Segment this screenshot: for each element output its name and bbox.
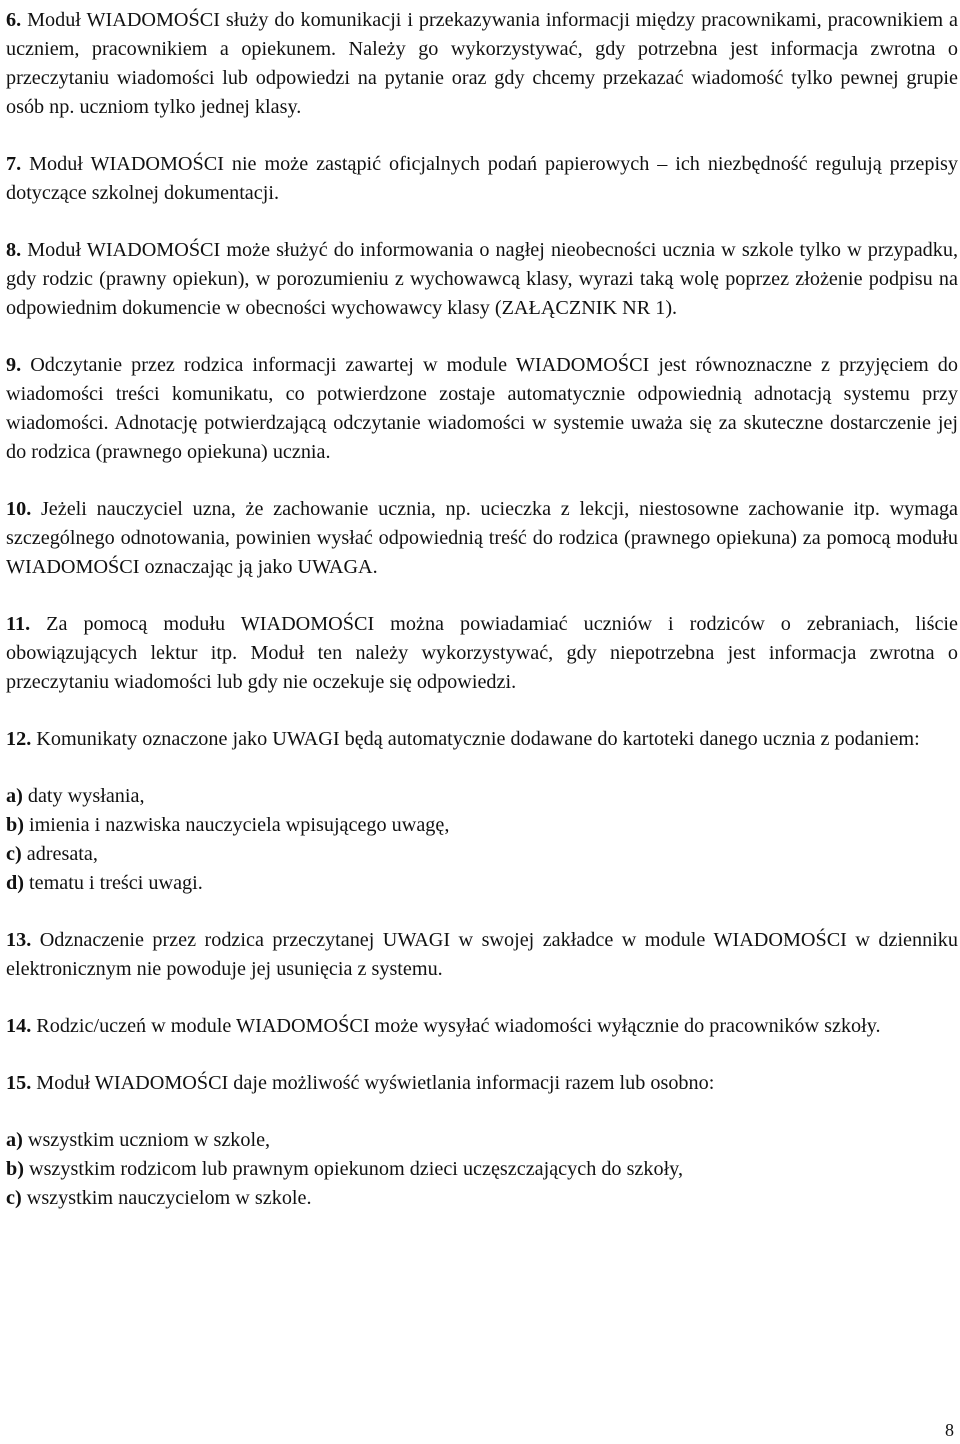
paragraph-text: Rodzic/uczeń w module WIADOMOŚCI może wysyłać wiadomości wyłącznie do pracowników szkoły. [31,1015,881,1037]
list-paragraph-12 [6,782,958,898]
paragraph-text: Moduł WIADOMOŚCI nie może zastąpić oficjalnych podań papierowych – ich niezbędność regulują przepisy dotyczące szkolnej dokumentacji. [6,153,958,204]
paragraph-number: 6. [6,9,22,31]
paragraph-text: Jeżeli nauczyciel uzna, że zachowanie ucznia, np. ucieczka z lekcji, niestosowne zachowanie itp. wymaga szczególnego odnotowania, powinien wysłać odpowiednią treść do rodzica (prawnego opiekuna) za pomocą modułu WIADOMOŚCI oznaczając ją jako UWAGA. [6,498,958,578]
paragraph-text: Moduł WIADOMOŚCI daje możliwość wyświetlania informacji razem lub osobno: [31,1072,715,1094]
list-item [6,1184,958,1213]
list-letter: b) [6,814,24,836]
paragraph-12 [6,725,958,754]
list-item [6,811,958,840]
page-number: 8 [945,1420,954,1440]
paragraph-text: Moduł WIADOMOŚCI może służyć do informowania o nagłej nieobecności ucznia w szkole tylko w przypadku, gdy rodzic (prawny opiekun), w porozumieniu z wychowawcą klasy, wyrazi taką wolę poprzez złożenie podpisu na odpowiednim dokumencie w obecności wychowawcy klasy (ZAŁĄCZNIK NR 1). [6,239,958,319]
paragraph-number: 14. [6,1015,32,1037]
list-paragraph-15 [6,1126,958,1213]
list-item [6,782,958,811]
paragraph-13 [6,926,958,984]
list-item [6,840,958,869]
paragraph-text: Odznaczenie przez rodzica przeczytanej UWAGI w swojej zakładce w module WIADOMOŚCI w dzienniku elektronicznym nie powoduje jej usunięcia z systemu. [6,929,958,980]
list-letter: c) [6,1187,22,1209]
list-letter: d) [6,872,24,894]
paragraph-15 [6,1069,958,1098]
paragraph-number: 15. [6,1072,32,1094]
list-text: imienia i nazwiska nauczyciela wpisującego uwagę, [23,814,450,836]
paragraph-9 [6,351,958,467]
list-text: wszystkim rodzicom lub prawnym opiekunom dzieci uczęszczających do szkoły, [23,1158,684,1180]
paragraph-number: 13. [6,929,32,951]
list-item [6,1155,958,1184]
paragraph-number: 10. [6,498,32,520]
paragraph-text: Za pomocą modułu WIADOMOŚCI można powiadamiać uczniów i rodziców o zebraniach, liście obowiązujących lektur itp. Moduł ten należy wykorzystywać, gdy niepotrzebna jest informacja zwrotna o przeczytaniu wiadomości lub gdy nie oczekuje się odpowiedzi. [6,613,958,693]
paragraph-11 [6,610,958,697]
list-text: wszystkim nauczycielom w szkole. [21,1187,312,1209]
list-letter: a) [6,1129,23,1151]
list-text: tematu i treści uwagi. [23,872,203,894]
list-item [6,1126,958,1155]
list-letter: c) [6,843,22,865]
list-text: daty wysłania, [22,785,145,807]
paragraph-6 [6,6,958,122]
paragraph-text: Komunikaty oznaczone jako UWAGI będą automatycznie dodawane do kartoteki danego ucznia z podaniem: [31,728,920,750]
list-letter: a) [6,785,23,807]
paragraph-10 [6,495,958,582]
list-letter: b) [6,1158,24,1180]
paragraph-number: 7. [6,153,22,175]
paragraph-text: Odczytanie przez rodzica informacji zawartej w module WIADOMOŚCI jest równoznaczne z przyjęciem do wiadomości treści komunikatu, co potwierdzone zostaje automatycznie odpowiednią adnotacją systemu przy wiadomości. Adnotację potwierdzającą odczytanie wiadomości w systemie uważa się za skuteczne dostarczenie jej do rodzica (prawnego opiekuna) ucznia. [6,354,958,463]
paragraph-7 [6,150,958,208]
paragraph-number: 8. [6,239,22,261]
list-text: adresata, [21,843,98,865]
paragraph-number: 9. [6,354,22,376]
list-item [6,869,958,898]
list-text: wszystkim uczniom w szkole, [22,1129,271,1151]
paragraph-number: 11. [6,613,31,635]
paragraph-number: 12. [6,728,32,750]
paragraph-text: Moduł WIADOMOŚCI służy do komunikacji i przekazywania informacji między pracownikami, pracownikiem a uczniem, pracownikiem a opiekunem. Należy go wykorzystywać, gdy potrzebna jest informacja zwrotna o przeczytaniu wiadomości lub odpowiedzi na pytanie oraz gdy chcemy przekazać wiadomość tylko pewnej grupie osób np. uczniom tylko jednej klasy. [6,9,958,118]
paragraph-8 [6,236,958,323]
document-page [6,6,958,1241]
paragraph-14 [6,1012,958,1041]
